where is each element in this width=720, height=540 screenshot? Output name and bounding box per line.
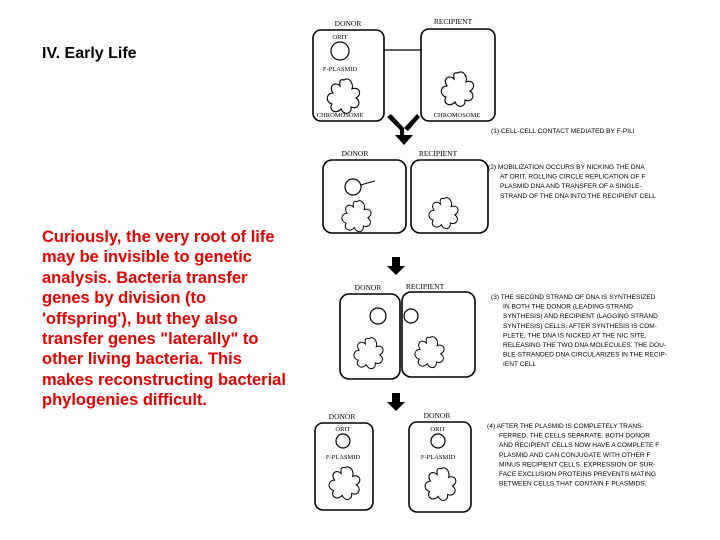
- step-4-line: MINUS RECIPIENT CELLS. EXPRESSION OF SUR-: [499, 461, 656, 469]
- step-4-line: FERRED, THE CELLS SEPARATE. BOTH DONOR: [499, 432, 650, 440]
- panel4-orit2-label: ORIT: [430, 426, 446, 433]
- slide-title: IV. Early Life: [42, 45, 137, 62]
- arrow-down-icon: [387, 257, 405, 275]
- step-4-line: AND RECIPIENT CELLS NOW HAVE A COMPLETE F: [499, 442, 660, 450]
- step-4-line: (4) AFTER THE PLASMID IS COMPLETELY TRANS-: [487, 423, 644, 430]
- step-3-line: (3) THE SECOND STRAND OF DNA IS SYNTHESIZED: [491, 294, 656, 301]
- arrow-down-icon: [395, 135, 413, 145]
- step-3-caption: [491, 294, 667, 368]
- step-4-line: BETWEEN CELLS THAT CONTAIN F PLASMIDS.: [499, 480, 647, 488]
- panel1-recipient-chromosome-label: CHROMOSOME: [433, 112, 481, 119]
- slide-body-text: Curiously, the very root of life may be invisible to genetic analysis. Bacteria transfer genes by division (to 'offspring'), but they also transfer genes "laterally" to other living bacteria. This makes reconstructing bacterial phylogenies difficult.: [42, 228, 286, 410]
- step-3-line: SYNTHESIS) CELLS. AFTER SYNTHESIS IS COM-: [503, 322, 657, 330]
- panel3-donor-label: DONOR: [354, 283, 382, 292]
- step-4-line: FACE EXCLUSION PROTEINS PREVENTS MATING: [499, 471, 657, 478]
- panel4-donor-cell: [315, 423, 373, 510]
- step-3-line: SYNTHESIS) AND RECIPIENT (LAGGING STRAND: [503, 313, 658, 321]
- panel-3: [340, 282, 475, 379]
- step-2-line: STRAND OF THE DNA INTO THE RECIPIENT CELL: [500, 192, 656, 200]
- panel-2: [323, 149, 488, 233]
- panel3-recipient-cell: [402, 292, 475, 377]
- panel1-donor-label: DONOR: [334, 19, 362, 28]
- panel-1: [313, 17, 495, 121]
- step-2-line: AT ORIT, ROLLING CIRCLE REPLICATION OF F: [500, 173, 646, 181]
- step-2-line: (2) MOBILIZATION OCCURS BY NICKING THE DNA: [488, 164, 645, 171]
- step-4-caption: [487, 423, 659, 488]
- step-3-line: RELEASING THE TWO DNA MOLECULES. THE DOU-: [503, 342, 667, 349]
- panel1-donor-cell: [313, 30, 384, 121]
- arrow-y-right: [404, 114, 420, 131]
- panel1-recipient-label: RECIPIENT: [433, 17, 473, 26]
- panel4-donor-label: DONOR: [328, 412, 356, 421]
- panel1-recipient-cell: [421, 29, 495, 121]
- panel3-donor-cell: [340, 294, 400, 379]
- panel1-plasmid-label: F-PLASMID: [322, 66, 358, 73]
- panel-4: [315, 411, 471, 512]
- step-3-line: BLE-STRANDED DNA CIRCULARIZES IN THE RECIP-: [503, 351, 668, 359]
- step-3-line: IN BOTH THE DONOR (LEADING STRAND: [503, 303, 633, 311]
- panel2-recipient-label: RECIPIENT: [418, 149, 458, 158]
- panel2-donor-label: DONOR: [341, 149, 369, 158]
- step-1-caption: [491, 128, 635, 135]
- step-3-line: IENT CELL: [503, 361, 537, 369]
- step-1-line: (1) CELL-CELL CONTACT MEDIATED BY F-PILI: [491, 128, 635, 135]
- panel2-donor-cell: [323, 160, 406, 233]
- panel4-donor2-label: DONOR: [423, 411, 451, 420]
- panel3-recipient-label: RECIPIENT: [405, 282, 445, 291]
- step-4-line: PLASMID AND CAN CONJUGATE WITH OTHER F: [499, 451, 651, 459]
- panel1-donor-chromosome-label: CHROMOSOME: [316, 112, 364, 119]
- step-2-caption: [488, 164, 656, 200]
- step-3-line: PLETE, THE DNA IS NICKED AT THE NIC SITE,: [503, 332, 647, 340]
- arrow-down-icon: [387, 393, 405, 411]
- panel4-plasmid2-label: F-PLASMID: [420, 454, 456, 461]
- panel4-orit-label: ORIT: [335, 426, 351, 433]
- panel4-plasmid-label: F-PLASMID: [325, 454, 361, 461]
- panel1-orit-label: ORIT: [332, 34, 348, 41]
- step-2-line: PLASMID DNA AND TRANSFER OF A SINGLE-: [500, 183, 642, 191]
- panel2-recipient-cell: [411, 160, 488, 233]
